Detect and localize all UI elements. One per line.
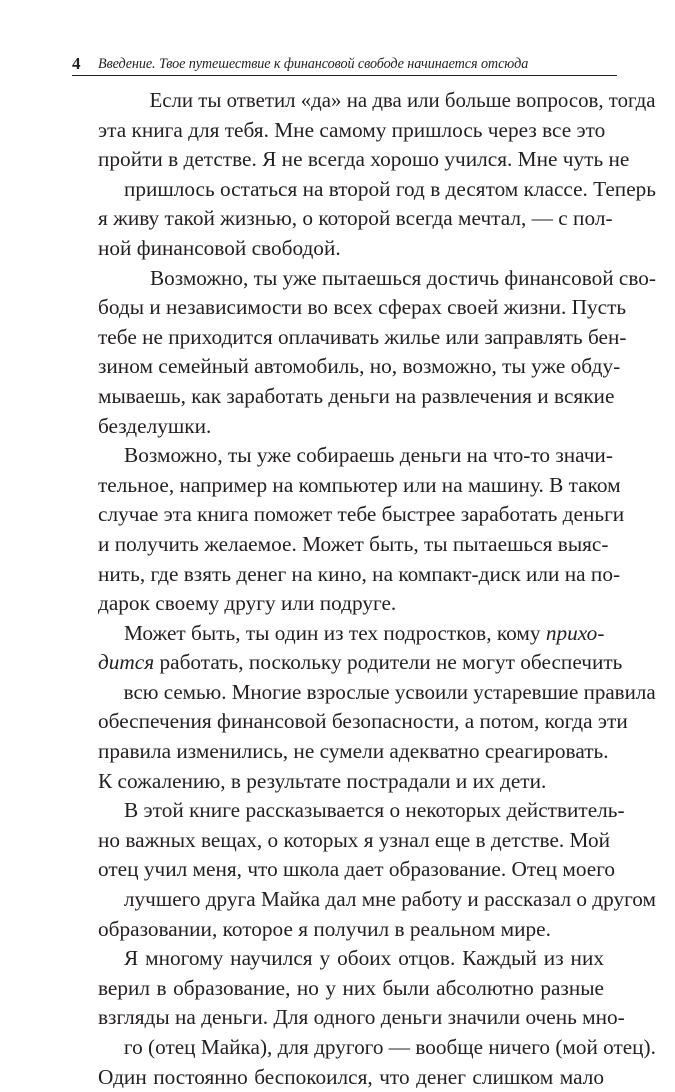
text-line: Один постоянно беспокоился, что денег слишком мало xyxy=(98,1064,604,1089)
text-line: зином семейный автомобиль, но, возможно, ты уже обду- xyxy=(98,354,621,379)
paragraph-4 xyxy=(72,619,656,797)
text-line: взгляды на деньги. Для одного деньги значили очень мно- xyxy=(98,1005,625,1030)
text-line: тебе не приходится оплачивать жилье или заправлять бен- xyxy=(98,324,627,349)
text-line: случае эта книга поможет тебе быстрее заработать деньги xyxy=(98,502,625,527)
text-line: нить, где взять денег на кино, на компакт-диск или на по- xyxy=(98,561,621,586)
paragraph-3 xyxy=(72,441,625,619)
text-line xyxy=(72,648,623,678)
text-line: и получить желаемое. Может быть, ты пытаешься выяс- xyxy=(98,531,609,556)
text-line: верил в образование, но у них были абсолютно разные xyxy=(98,975,604,1000)
running-header xyxy=(72,52,617,74)
text-line: правила изменились, не сумели адекватно среагировать. xyxy=(98,739,609,764)
text-line: эта книга для тебя. Мне самому пришлось через все это xyxy=(98,117,606,142)
text-line: го (отец Майка), для другого — вообще ничего (мой отец). xyxy=(123,1035,656,1059)
text-line: безделушки. xyxy=(98,413,212,438)
text-line: я живу такой жизнью, о которой всегда мечтал, — с пол- xyxy=(98,206,613,231)
text-line: отец учил меня, что школа дает образование. Отец моего xyxy=(98,857,616,882)
text-line: всю семью. Многие взрослые усвоили устаревшие правила xyxy=(123,679,656,704)
text-line: но важных вещах, о которых я узнал еще в детстве. Мой xyxy=(98,827,611,852)
chapter-title: Введение. Твое путешествие к финансовой свободе начинается отсюда xyxy=(98,56,529,72)
text-line: Возможно, ты уже собираешь деньги на что-то значи- xyxy=(124,443,613,468)
paragraph-6 xyxy=(72,944,656,1092)
text-line: Я многому научился у обоих отцов. Каждый из них xyxy=(124,946,604,971)
text-line: пройти в детстве. Я не всегда хорошо учился. Мне чуть не xyxy=(98,147,630,172)
emphasis-text: прихо- xyxy=(545,620,605,645)
text-run: работать, поскольку родители не могут обеспечить xyxy=(154,650,623,675)
text-line: ной финансовой свободой. xyxy=(98,235,341,260)
text-line xyxy=(72,619,604,649)
header-rule xyxy=(72,75,617,76)
text-line: Если ты ответил «да» на два или больше вопросов, тогда xyxy=(149,88,656,112)
text-line: Возможно, ты уже пытаешься достичь финансовой сво- xyxy=(149,265,656,290)
paragraph-1 xyxy=(72,86,656,264)
text-line: К сожалению, в результате пострадали и их дети. xyxy=(98,768,547,793)
text-line: образовании, которое я получил в реальном мире. xyxy=(98,916,551,941)
text-run: Может быть, ты один из тех подростков, кому xyxy=(124,620,546,645)
paragraph-2 xyxy=(72,264,656,442)
text-line: пришлось остаться на второй год в десятом классе. Теперь xyxy=(123,176,656,201)
text-line: боды и независимости во всех сферах своей жизни. Пусть xyxy=(98,295,627,320)
emphasis-text: дится xyxy=(98,650,155,675)
text-line: мываешь, как заработать деньги на развлечения и всякие xyxy=(98,383,615,408)
text-line: дарок своему другу или подруге. xyxy=(98,591,397,616)
text-line: обеспечения финансовой безопасности, а потом, когда эти xyxy=(98,709,628,734)
text-line: лучшего друга Майка дал мне работу и рассказал о другом xyxy=(123,887,656,912)
text-line: В этой книге рассказывается о некоторых действитель- xyxy=(124,798,625,823)
text-line: тельное, например на компьютер или на машину. В таком xyxy=(98,472,621,497)
page-number: 4 xyxy=(72,54,81,73)
body-text xyxy=(72,86,656,1092)
paragraph-5 xyxy=(72,796,656,944)
